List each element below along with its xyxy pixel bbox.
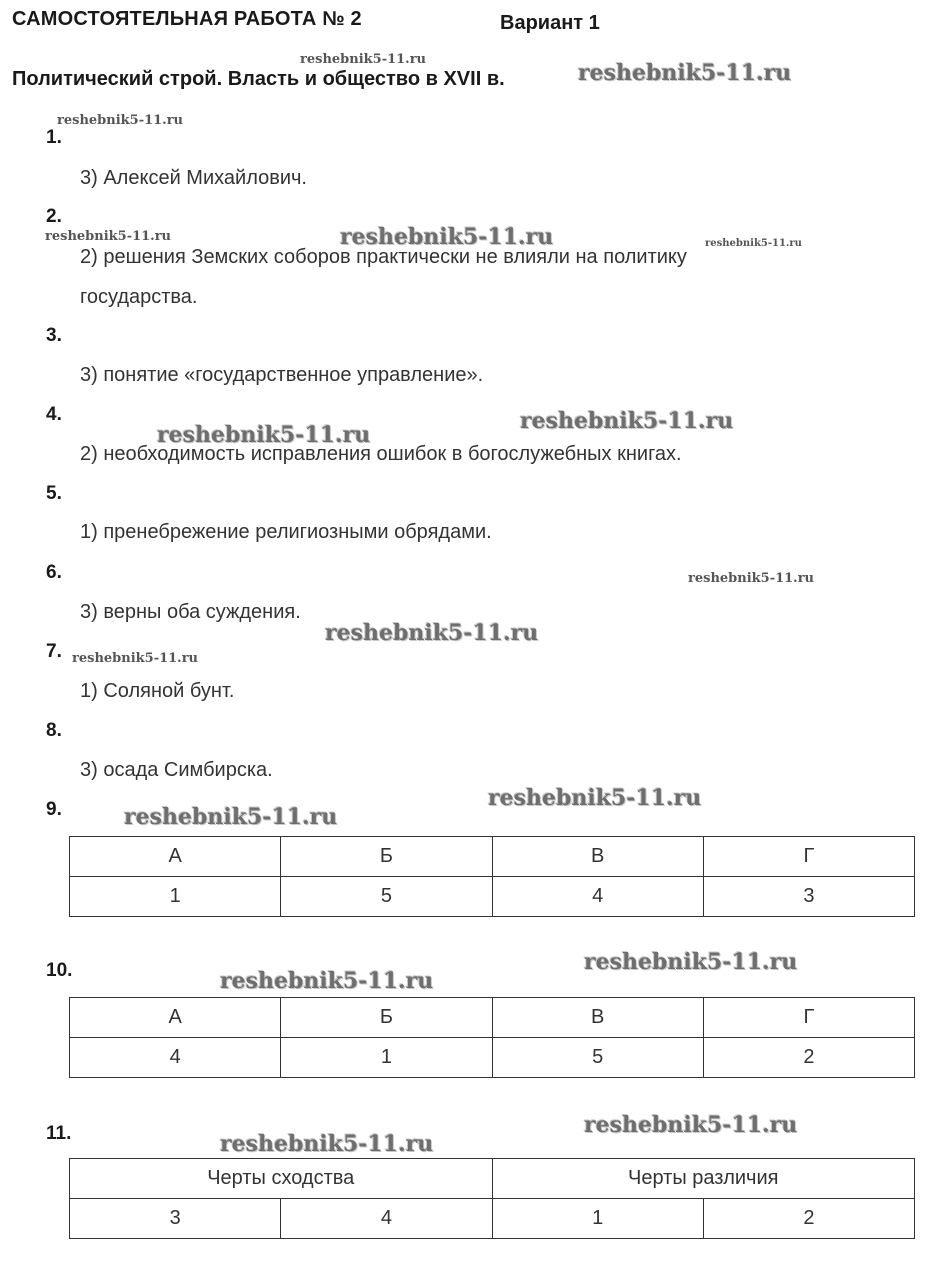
page-subtitle: Политический строй. Власть и общество в XVII в. xyxy=(12,68,505,90)
watermark: reshebnik5-11.ru xyxy=(72,651,199,666)
table-cell: 1 xyxy=(70,877,281,917)
table-cell: 5 xyxy=(281,877,492,917)
question-number: 3. xyxy=(46,325,62,346)
watermark: reshebnik5-11.ru xyxy=(300,52,427,67)
question-number: 1. xyxy=(46,127,62,148)
answer-text: 2) решения Земских соборов практически не влияли на политику xyxy=(80,246,687,268)
question-number: 5. xyxy=(46,483,62,504)
watermark: reshebnik5-11.ru xyxy=(488,785,702,811)
question-number: 6. xyxy=(46,562,62,583)
table-cell: 4 xyxy=(281,1199,492,1239)
table-row xyxy=(70,1038,915,1078)
watermark: reshebnik5-11.ru xyxy=(705,238,802,249)
watermark: reshebnik5-11.ru xyxy=(520,408,734,434)
answer-text: 3) понятие «государственное управление». xyxy=(80,364,484,386)
question-number: 7. xyxy=(46,641,62,662)
watermark: reshebnik5-11.ru xyxy=(220,968,434,994)
table-header-cell: А xyxy=(70,837,281,877)
table-cell: 3 xyxy=(70,1199,281,1239)
question-number: 4. xyxy=(46,404,62,425)
table-header-row xyxy=(70,998,915,1038)
table-header-cell: В xyxy=(492,998,703,1038)
watermark: reshebnik5-11.ru xyxy=(584,949,798,975)
watermark: reshebnik5-11.ru xyxy=(325,620,539,646)
answer-text-continued: государства. xyxy=(80,286,198,308)
table-header-cell: Г xyxy=(703,998,914,1038)
question-number: 8. xyxy=(46,720,62,741)
question-number: 10. xyxy=(46,960,73,981)
table-cell: 5 xyxy=(492,1038,703,1078)
table-header-cell: А xyxy=(70,998,281,1038)
question-number: 2. xyxy=(46,206,62,227)
answer-text: 1) пренебрежение религиозными обрядами. xyxy=(80,521,492,543)
table-cell: 2 xyxy=(703,1038,914,1078)
watermark: reshebnik5-11.ru xyxy=(157,422,371,448)
table-cell: 4 xyxy=(70,1038,281,1078)
table-header-cell: Черты различия xyxy=(492,1159,915,1199)
watermark: reshebnik5-11.ru xyxy=(220,1131,434,1157)
table-row xyxy=(70,877,915,917)
watermark: reshebnik5-11.ru xyxy=(584,1112,798,1138)
answer-text: 2) необходимость исправления ошибок в богослужебных книгах. xyxy=(80,443,682,465)
answer-text: 3) осада Симбирска. xyxy=(80,759,273,781)
answer-table-11 xyxy=(69,1158,915,1239)
question-number: 11. xyxy=(46,1123,72,1144)
answer-table-10 xyxy=(69,997,915,1078)
page-title: САМОСТОЯТЕЛЬНАЯ РАБОТА № 2 xyxy=(12,8,362,30)
question-number: 9. xyxy=(46,799,62,820)
watermark: reshebnik5-11.ru xyxy=(57,113,184,128)
variant-label: Вариант 1 xyxy=(500,12,600,34)
table-header-cell: Г xyxy=(703,837,914,877)
answer-text: 3) Алексей Михайлович. xyxy=(80,167,307,189)
table-header-cell: Б xyxy=(281,998,492,1038)
table-cell: 1 xyxy=(492,1199,703,1239)
watermark: reshebnik5-11.ru xyxy=(688,571,815,586)
table-row xyxy=(70,1199,915,1239)
table-header-cell: Черты сходства xyxy=(70,1159,493,1199)
watermark: reshebnik5-11.ru xyxy=(578,60,792,86)
table-header-cell: Б xyxy=(281,837,492,877)
answer-text: 1) Соляной бунт. xyxy=(80,680,235,702)
table-header-row xyxy=(70,1159,915,1199)
watermark: reshebnik5-11.ru xyxy=(45,229,172,244)
table-header-cell: В xyxy=(492,837,703,877)
watermark: reshebnik5-11.ru xyxy=(124,804,338,830)
watermark: reshebnik5-11.ru xyxy=(340,224,554,250)
table-cell: 1 xyxy=(281,1038,492,1078)
table-cell: 3 xyxy=(703,877,914,917)
table-header-row xyxy=(70,837,915,877)
table-cell: 4 xyxy=(492,877,703,917)
table-cell: 2 xyxy=(703,1199,914,1239)
answer-text: 3) верны оба суждения. xyxy=(80,601,301,623)
answer-table-9 xyxy=(69,836,915,917)
